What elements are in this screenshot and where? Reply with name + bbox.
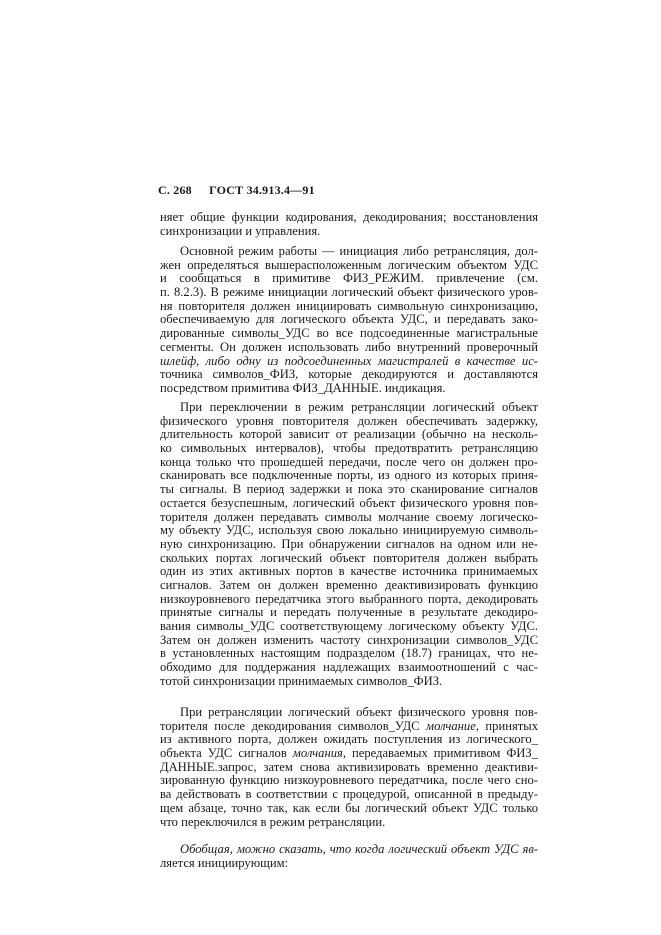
text-line: ляется инициирующим:: [160, 855, 289, 870]
text-segment: торителя после декодирования символов_УДС: [160, 718, 427, 733]
text-line: При ретрансляции логический объект физического уровня пов-: [180, 705, 538, 719]
text-line: п. 8.2.3). В режиме инициации логический объект физического уров-: [160, 285, 538, 300]
text-line: щем абзаце, точно так, как если бы логический объект УДС только: [160, 800, 538, 815]
text-line: тотой синхронизации принимаемых символов_ФИЗ.: [160, 673, 443, 688]
text-line: [160, 843, 538, 857]
text-line: низкоуровневого передатчика этого выбранного порта, декодировать: [160, 591, 538, 606]
standard-number: ГОСТ 34.913.4—91: [209, 183, 315, 197]
paragraph: [160, 245, 538, 396]
text-segment: передаваемых примитивом ФИЗ_: [346, 746, 539, 761]
text-line: [160, 720, 538, 734]
text-line: няет общие функции кодирования, декодирования; восстановления: [160, 210, 538, 224]
text-line: точника символов_ФИЗ, которые декодируются и доставляются: [160, 367, 538, 382]
text-line: конца только что прошедшей передачи, после чего он должен про-: [160, 454, 538, 469]
text-line: торителя должен передавать символы молчание своему логическо-: [160, 509, 538, 524]
text-line: ва действовать в соответствии с процедурой, описанной в предыду-: [160, 787, 538, 802]
text-line: в установленных настоящим подразделом (18.7) границах, что не-: [160, 646, 538, 661]
text-line: и сообщаться в примитиве ФИЗ_РЕЖИМ. привлечение (см.: [160, 271, 538, 286]
text-line: посредством примитива ФИЗ_ДАННЫЕ. индикация.: [160, 380, 446, 395]
paragraph: [160, 843, 538, 870]
italic-text: молчание,: [426, 718, 479, 733]
text-line: скольких портах логический объект повторителя должен выбрать: [160, 550, 538, 565]
text-line: обходимо для поддержания надлежащих взаимоотношений с час-: [160, 660, 538, 675]
text-line: Основной режим работы — инициация либо ретрансляция, дол-: [180, 244, 538, 258]
text-line: из активного порта, должен ожидать поступления из логического_: [160, 732, 538, 747]
italic-text: Обобщая, можно сказать, что когда логический объект УДС яв-: [180, 842, 538, 856]
text-line: му объекту УДС, используя свою локально инициируемую символь-: [160, 523, 538, 538]
text-line: зированную функцию низкоуровневого передатчика, после чего сно-: [160, 773, 538, 788]
text-line: дированные символы_УДС во все подсоединенные магистральные: [160, 326, 538, 341]
text-line: длительность которой зависит от реализации (обычно на несколь-: [160, 427, 538, 442]
page-number: С. 268: [158, 183, 192, 197]
text-line: вания символы_УДС соответствующему логическому объекту УДС.: [160, 619, 538, 633]
text-line: Затем он должен изменить частоту синхронизации символов_УДС: [160, 632, 538, 647]
paragraph: [160, 211, 538, 238]
text-line: сегменты. Он должен использовать либо внутренний проверочный: [160, 339, 538, 354]
text-line: что переключился в режим ретрансляции.: [160, 814, 386, 829]
italic-text: молчания,: [292, 746, 346, 761]
text-line: ную синхронизацию. При обнаружении сигналов на одном или не-: [160, 536, 538, 551]
text-line: физического уровня повторителя должен обеспечивать задержку,: [160, 413, 538, 428]
text-line: обеспечиваемую для логического объекта УДС, и передавать зако-: [160, 312, 538, 327]
text-line: остается безуспешным, логический объект физического уровня пов-: [160, 495, 538, 510]
text-line: ня повторителя должен инициировать символьную синхронизацию,: [160, 298, 538, 313]
text-line: один из этих активных портов в качестве источника принимаемых: [160, 564, 538, 579]
text-line: сканировать все подключенные порты, из одного из которых приня-: [160, 468, 538, 483]
text-line: ты сигналы. В период задержки и пока это сканирование сигналов: [160, 482, 538, 497]
text-line: жен определяться вышерасположенным логическим объектом УДС: [160, 257, 538, 272]
paragraph: [160, 706, 538, 829]
text-line: принятые сигналы и передать полученные в результате декодиро-: [160, 605, 538, 620]
text-segment: принятых: [478, 718, 538, 733]
text-line: сигналов. Затем он должен временно деактивизировать функцию: [160, 577, 538, 592]
text-segment: объекта УДС сигналов: [160, 746, 293, 761]
page-header: [158, 183, 315, 198]
text-line: ко символьных интервалов), чтобы предотвратить ретрансляцию: [160, 441, 538, 456]
text-line: [160, 747, 538, 761]
paragraph: [160, 401, 538, 688]
text-line: [160, 355, 538, 369]
text-line: ДАННЫЕ.запрос, затем снова активизировать временно деактиви-: [160, 759, 538, 774]
text-line: При переключении в режим ретрансляции логический объект: [180, 400, 538, 414]
text-line: синхронизации и управления.: [160, 223, 321, 238]
italic-text: шлейф, либо одну из подсоединенных магистралей в качестве ис-: [160, 353, 538, 368]
